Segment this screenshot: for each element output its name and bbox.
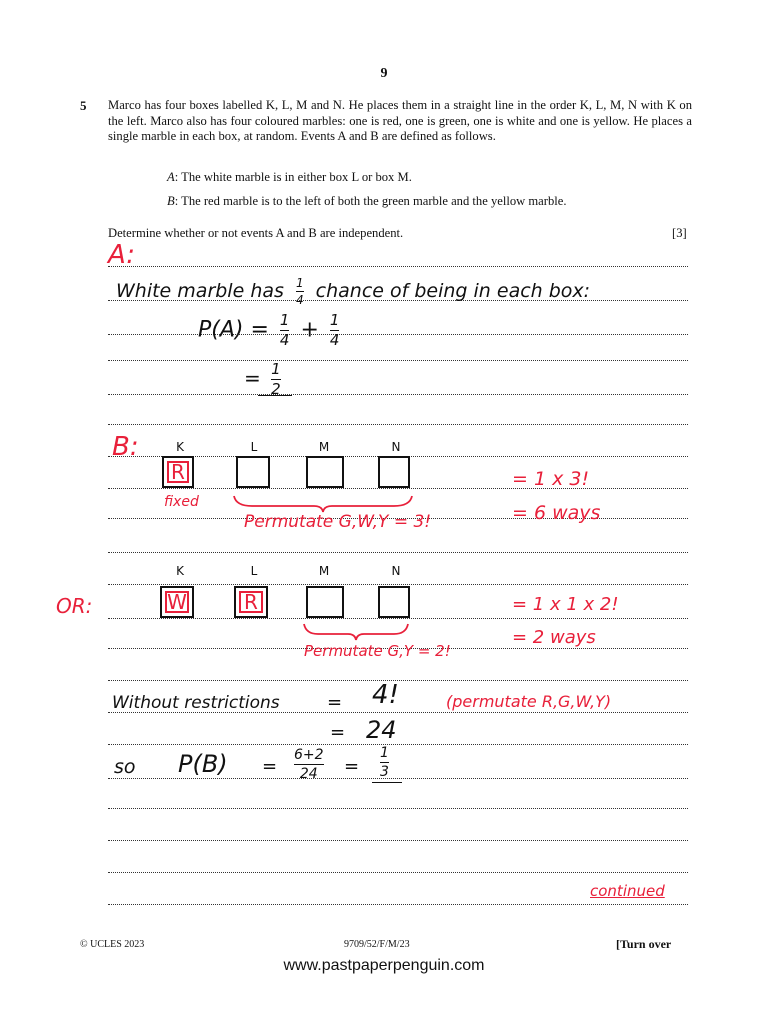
red-marble-letter: R (171, 460, 185, 484)
four-factorial: 4! (372, 680, 399, 710)
answer-line (108, 266, 688, 267)
event-b-label: B (167, 194, 175, 208)
box-n (378, 586, 410, 618)
footer-url: www.pastpaperpenguin.com (283, 957, 485, 974)
answer-line (108, 334, 688, 335)
fraction-quarter-2 (330, 313, 340, 348)
pb-equals: = (262, 756, 278, 777)
fraction-quarter (296, 277, 304, 306)
box-label-m: M (318, 564, 330, 578)
pa-label: P(A) = (198, 317, 269, 343)
fraction-quarter-1 (280, 313, 290, 348)
frac-den: 3 (380, 764, 389, 780)
page-number: 9 (380, 66, 388, 81)
pb-label: P(B) (178, 750, 228, 778)
answer-line (108, 872, 688, 873)
case1-calc2: = 6 ways (512, 502, 601, 524)
event-b-definition (167, 194, 567, 209)
box-label-l: L (250, 564, 258, 578)
without-equals-2: = (330, 722, 346, 743)
pa-result (244, 362, 281, 397)
frac-den: 4 (295, 293, 304, 307)
box-m (306, 586, 344, 618)
box-label-l: L (250, 440, 258, 454)
fraction-half (271, 362, 281, 397)
heading-b: B: (112, 432, 139, 462)
without-equals: = (327, 692, 343, 713)
answer-line (108, 904, 688, 905)
case1-calc1: = 1 x 3! (512, 468, 590, 490)
total-24: 24 (366, 716, 397, 744)
pa-underline (258, 395, 292, 396)
white-marble-statement (116, 277, 590, 306)
answer-line (108, 394, 688, 395)
box-label-k: K (176, 440, 184, 454)
brace-case2 (302, 622, 412, 642)
box-m (306, 456, 344, 488)
case1-permute: Permutate G,W,Y = 3! (244, 512, 432, 532)
box-label-k: K (176, 564, 184, 578)
answer-line (108, 744, 688, 745)
answer-line (108, 552, 688, 553)
answer-line (108, 778, 688, 779)
box-label-m: M (318, 440, 330, 454)
pb-numerator: 6+2 (294, 747, 324, 763)
so-label: so (114, 756, 136, 778)
box-label-n: N (391, 564, 401, 578)
frac-den: 4 (329, 331, 340, 349)
box-l (234, 586, 268, 618)
frac-den: 4 (279, 331, 290, 349)
frac-den: 2 (271, 380, 281, 398)
pb-underline (372, 782, 402, 783)
pb-frac (294, 748, 324, 781)
question-number: 5 (80, 98, 87, 113)
permutate-note: (permutate R,G,W,Y) (446, 692, 612, 711)
equals-sign: = (244, 366, 261, 390)
case2-calc1: = 1 x 1 x 2! (512, 594, 619, 615)
event-a-text: : The white marble is in either box L or box M. (174, 170, 412, 184)
case2-permute: Permutate G,Y = 2! (304, 642, 451, 660)
fixed-note: fixed (164, 494, 199, 510)
pb-result (380, 746, 389, 779)
answer-line (108, 360, 688, 361)
marks-allocation: [3] (672, 226, 687, 240)
case2-calc2: = 2 ways (512, 627, 596, 648)
red-marble-letter: R (244, 590, 258, 614)
pb-third (380, 746, 389, 779)
box-k (160, 586, 194, 618)
footer-copyright: © UCLES 2023 (80, 939, 145, 950)
frac-num: 1 (279, 311, 290, 329)
brace-case1 (232, 494, 414, 514)
event-b-text: : The red marble is to the left of both the green marble and the yellow marble. (174, 194, 567, 208)
frac-num: 1 (295, 276, 304, 290)
white-marble-letter: W (167, 590, 187, 614)
question-instruction: Determine whether or not events A and B are independent. (108, 226, 404, 240)
answer-line (108, 488, 688, 489)
answer-line (108, 808, 688, 809)
event-a-label: A (167, 170, 175, 184)
pb-fraction (294, 748, 324, 781)
box-label-n: N (391, 440, 401, 454)
answer-line (108, 840, 688, 841)
statement-post: chance of being in each box: (315, 280, 591, 302)
or-label: OR: (56, 594, 93, 618)
footer-turn-over: [Turn over (616, 937, 672, 951)
plus-sign: + (300, 317, 319, 343)
answer-line (108, 424, 688, 425)
box-n (378, 456, 410, 488)
question-text: Marco has four boxes labelled K, L, M and N. He places them in a straight line in the order K, L, M, N with K on the left. Marco also has four coloured marbles: one is red, one is green, one is white and one is yellow. He places a single marble in each box, at random. Events A and B are defined as follows. (108, 98, 692, 143)
pb-denominator: 24 (299, 766, 318, 782)
event-a-definition (167, 170, 412, 185)
box-k (162, 456, 194, 488)
pa-expression (198, 313, 343, 348)
heading-a: A: (108, 240, 136, 270)
frac-num: 1 (329, 311, 340, 329)
without-restrictions-label: Without restrictions (112, 693, 280, 713)
footer-code: 9709/52/F/M/23 (344, 939, 410, 950)
frac-num: 1 (380, 745, 389, 761)
continued-note: continued (590, 882, 665, 900)
statement-pre: White marble has (116, 280, 284, 302)
answer-line (108, 584, 688, 585)
box-l (236, 456, 270, 488)
pb-equals-2: = (344, 756, 360, 777)
frac-num: 1 (271, 360, 281, 378)
answer-line (108, 618, 688, 619)
